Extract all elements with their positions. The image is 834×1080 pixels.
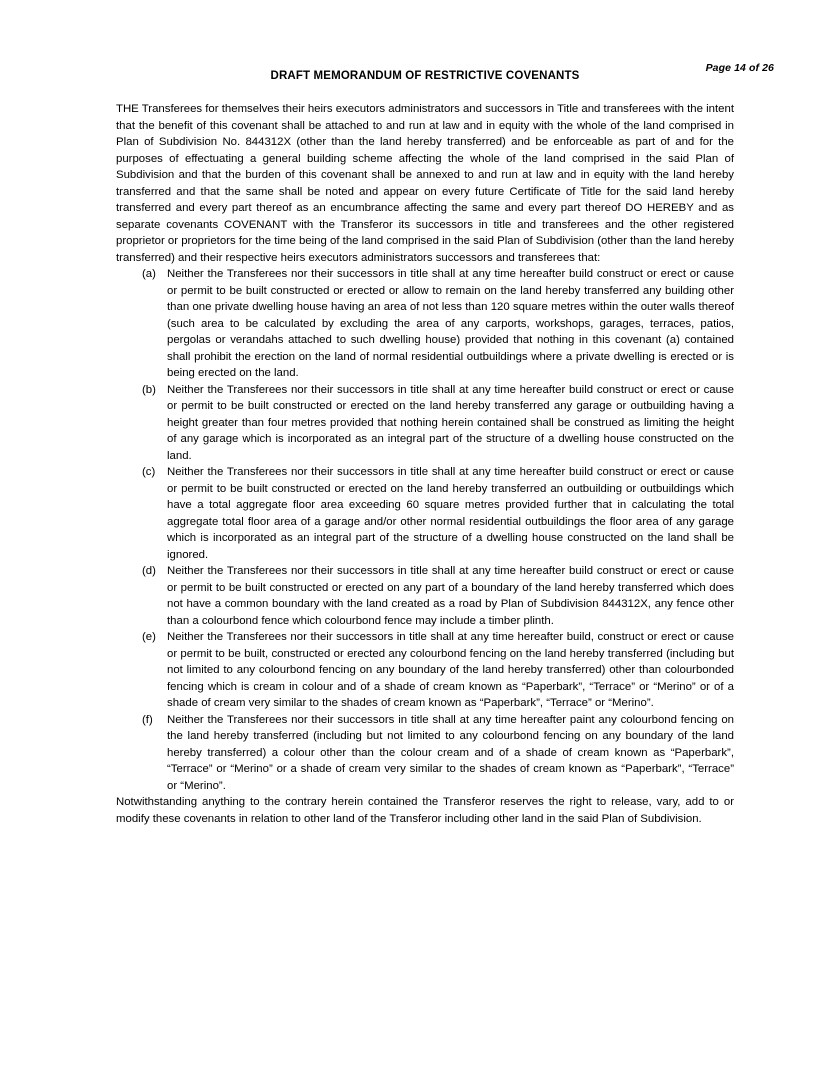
closing-paragraph: Notwithstanding anything to the contrary herein contained the Transferor reserves the right to release, vary, add to or modify these covenants in relation to other land of the Transferor including other land in the said Plan of Subdivision. <box>116 796 734 825</box>
clause-item-e <box>116 629 734 712</box>
clause-item-b <box>116 382 734 465</box>
clause-text: Neither the Transferees nor their successors in title shall at any time hereafter paint any colourbond fencing on the land hereby transferred (including but not limited to any colourbond fencing on any boundary of the land hereby transferred) a colour other than the colour cream and of a shade of cream known as “Paperbark”, “Terrace” or “Merino” or a shade of cream very similar to the shades of cream known as “Paperbark”, “Terrace” or “Merino”. <box>167 713 734 792</box>
clause-marker: (d) <box>142 565 156 577</box>
clause-text: Neither the Transferees nor their successors in title shall at any time hereafter build construct or erect or cause or permit to be built constructed or erected or allow to remain on the land hereby transferred any building other than one private dwelling house having an area of not less than 120 square metres within the outer walls thereof (such area to be calculated by excluding the area of any carports, workshops, garages, terraces, patios, pergolas or verandahs attached to such dwelling house) provided that nothing in this covenant (a) contained shall prohibit the erection on the land of normal residential outbuildings where a private dwelling is erected or is being erected on the land. <box>167 268 734 379</box>
clause-text: Neither the Transferees nor their successors in title shall at any time hereafter build construct or erect or cause or permit to be built constructed or erected on the land hereby transferred any garage or outbuilding having a height greater than four metres provided that nothing herein contained shall be construed as limiting the height of any garage which is incorporated as an integral part of the structure of a dwelling house constructed on the land. <box>167 383 734 462</box>
clause-marker: (a) <box>142 268 156 280</box>
clause-text: Neither the Transferees nor their successors in title shall at any time hereafter build construct or erect or cause or permit to be built constructed or erected on any part of a boundary of the land hereby transferred which does not have a common boundary with the land created as a road by Plan of Subdivision 844312X, any fence other than a colourbond fence which colourbond fence may include a timber plinth. <box>167 565 734 627</box>
clause-marker: (f) <box>142 713 153 726</box>
clause-marker: (c) <box>142 466 156 478</box>
document-body <box>116 101 734 827</box>
clause-item-f <box>116 712 734 795</box>
clause-item-a <box>116 266 734 382</box>
clause-item-d <box>116 563 734 629</box>
clause-item-c <box>116 464 734 563</box>
clause-text: Neither the Transferees nor their successors in title shall at any time hereafter build, construct or erect or cause or permit to be built, constructed or erected any colourbond fencing on the land hereby transferred (including but not limited to any colourbond fencing on any boundary of the land hereby transferred) other than colourbonded fencing which is cream in colour and of a shade of cream known as “Paperbark”, “Terrace” or “Merino” or of a shade of cream very similar to the shades of cream known as “Paperbark”, “Terrace” or “Merino”. <box>167 631 734 709</box>
clause-marker: (b) <box>142 383 156 396</box>
intro-paragraph: THE Transferees for themselves their heirs executors administrators and successors in Title and transferees with the intent that the benefit of this covenant shall be attached to and run at law and in equity with the whole of the land comprised in Plan of Subdivision No. 844312X (other than the land hereby transferred) and be enforceable as part of and for the purposes of effectuating a general building scheme affecting the whole of the land comprised in the said Plan of Subdivision and that the burden of this covenant shall be annexed to and run at law and in equity with the land hereby transferred and that the same shall be noted and appear on every future Certificate of Title for the said land hereby transferred and every part thereof as an encumbrance affecting the same and every part thereof DO HEREBY and as separate covenants COVENANT with the Transferor its successors in title and transferees and the other registered proprietor or proprietors for the time being of the land comprised in the said Plan of Subdivision (other than the land hereby transferred) and their respective heirs executors administrators successors and transferees that: <box>116 103 734 264</box>
clause-text: Neither the Transferees nor their successors in title shall at any time hereafter build construct or erect or cause or permit to be built constructed or erected on the land hereby transferred an outbuilding or outbuildings which have a total aggregate floor area exceeding 60 square metres provided further that in calculating the total aggregate total floor area of a garage and/or other normal residential outbuildings the floor area of any garage which is incorporated as an integral part of the structure of a dwelling house constructed on the land shall be ignored. <box>167 466 734 561</box>
page-number-header: Page 14 of 26 <box>705 62 774 74</box>
covenant-clause-list <box>116 266 734 794</box>
document-title: DRAFT MEMORANDUM OF RESTRICTIVE COVENANTS <box>270 70 580 82</box>
clause-marker: (e) <box>142 631 156 643</box>
